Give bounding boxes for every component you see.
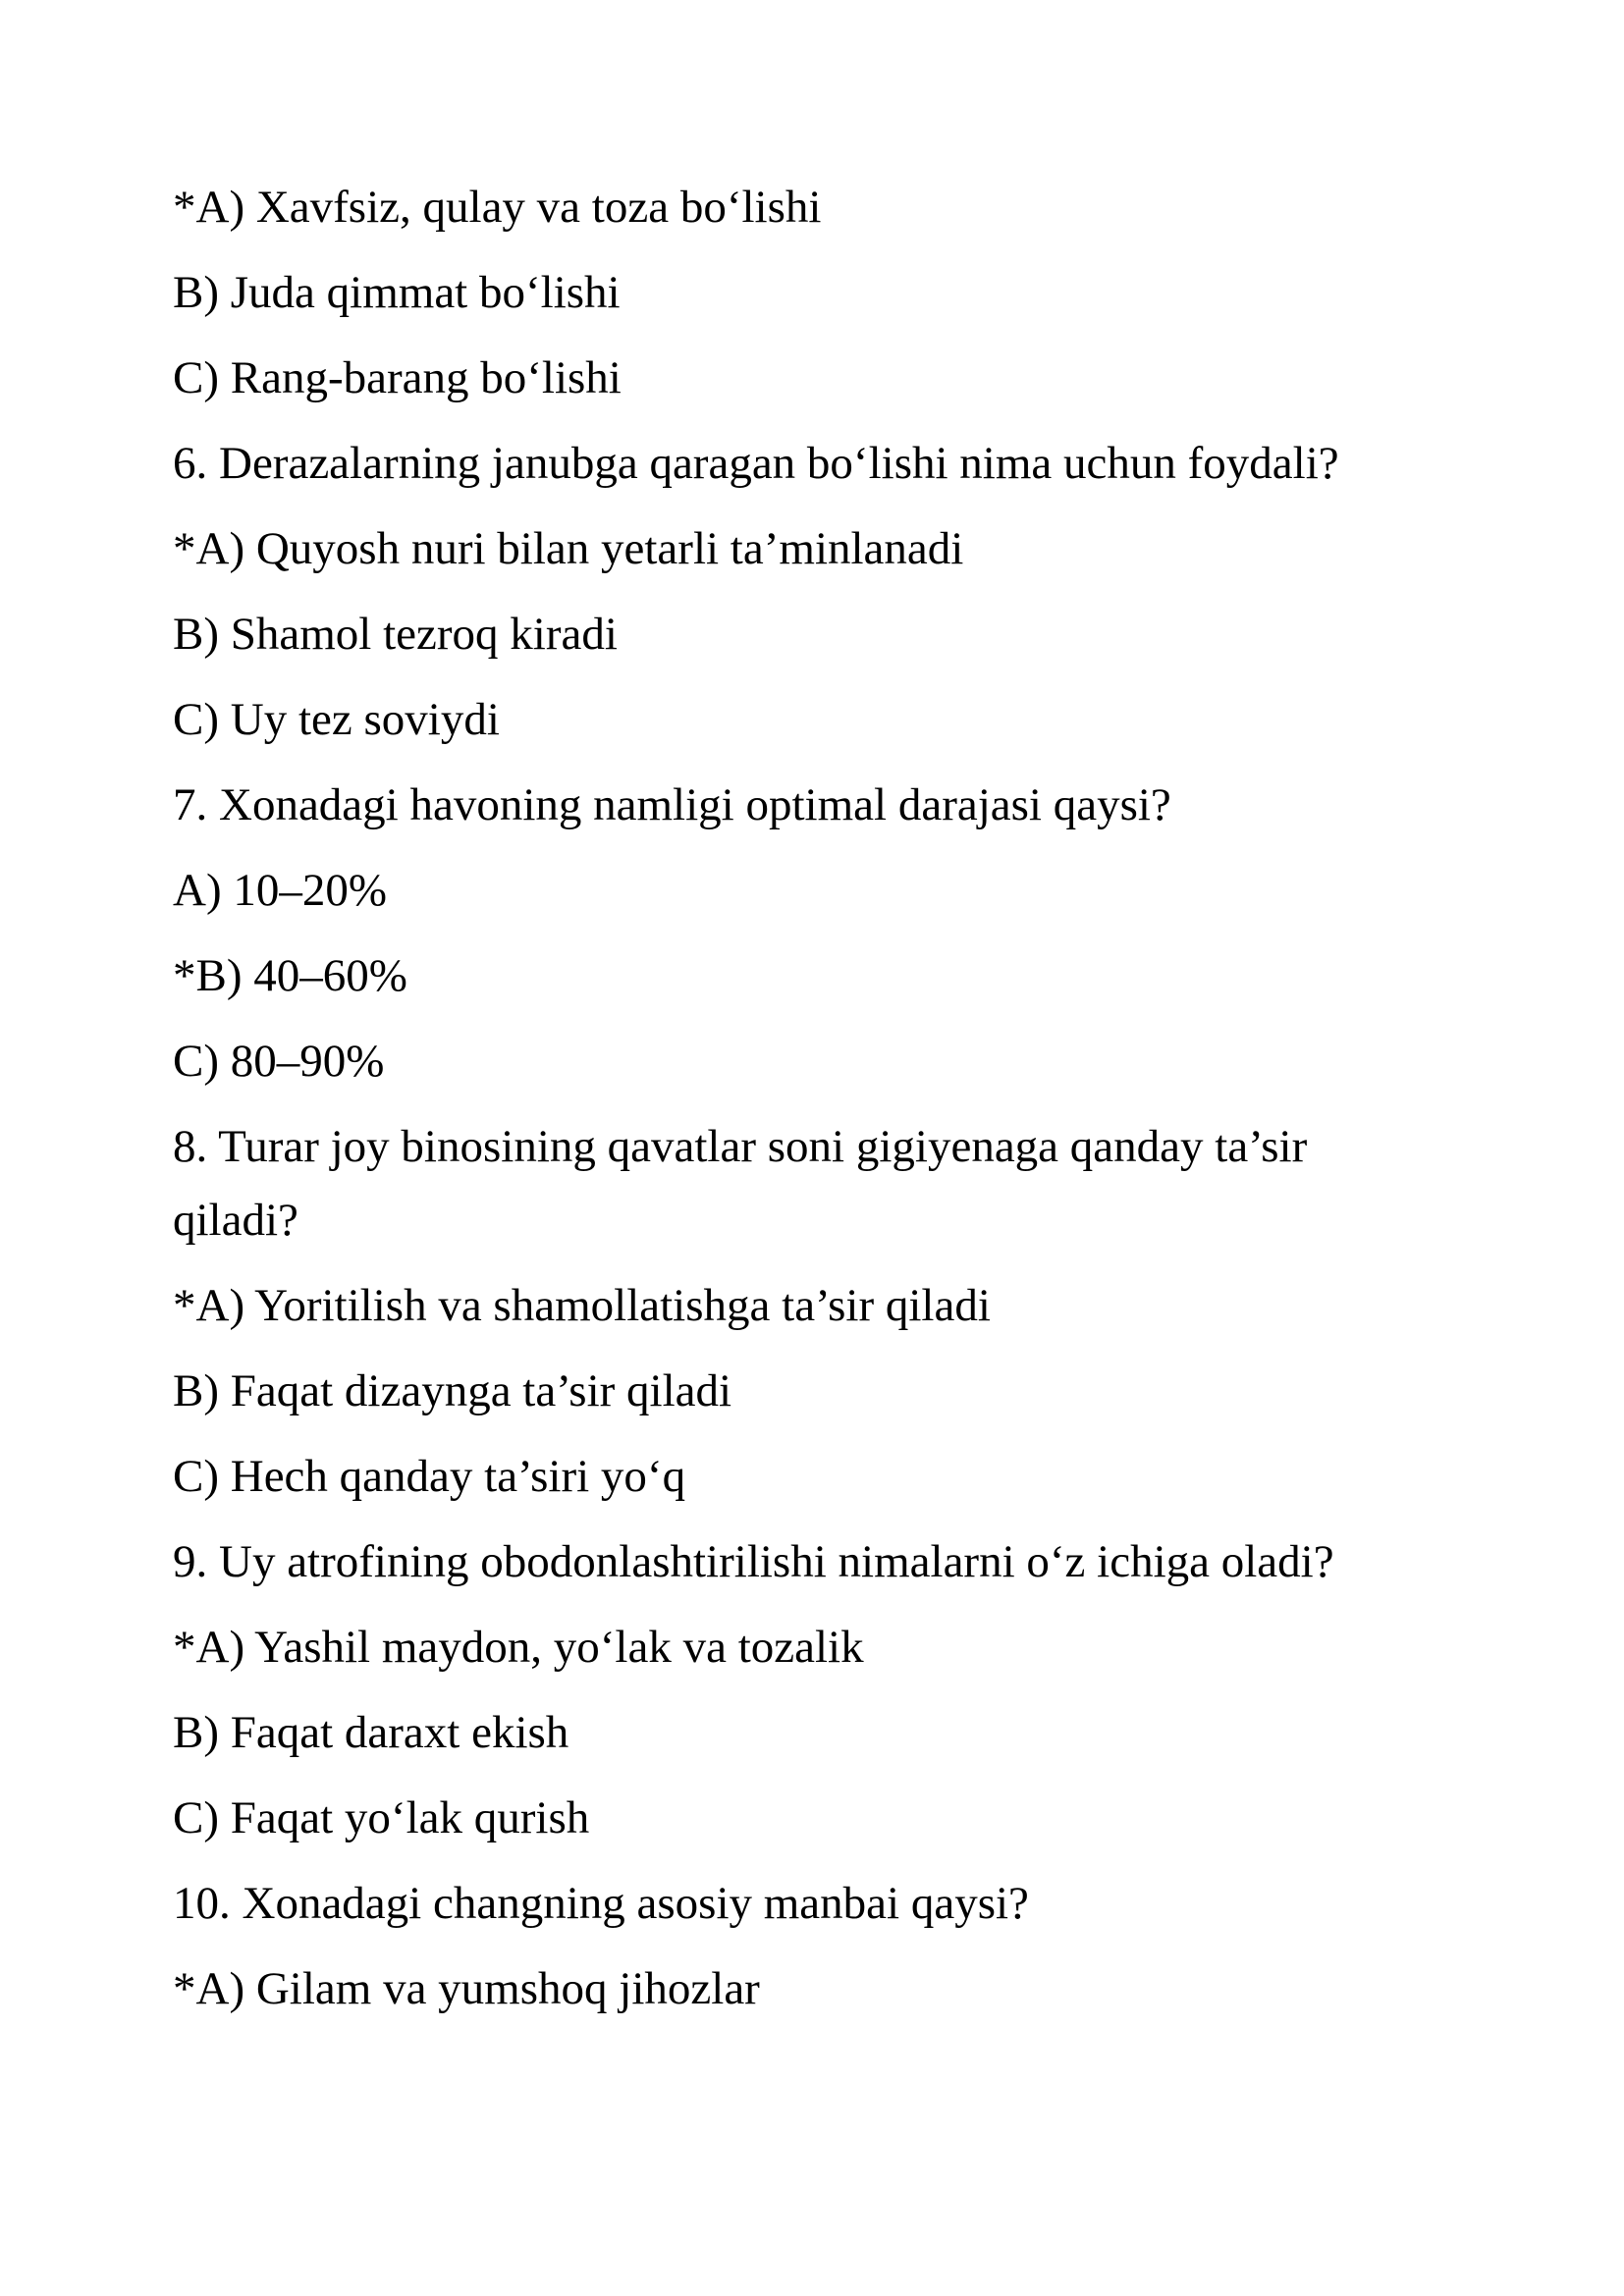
option-a: *A) Yoritilish va shamollatishga ta’sir qiladi [173, 1280, 991, 1331]
option-c: C) Uy tez soviydi [173, 694, 500, 745]
question-text: 8. Turar joy binosining qavatlar soni gigiyenaga qanday ta’sir qiladi? [173, 1121, 1308, 1246]
option-b: B) Faqat daraxt ekish [173, 1707, 569, 1758]
option-a: A) 10–20% [173, 865, 387, 916]
question-text: 6. Derazalarning janubga qaragan bo‘lishi nima uchun foydali? [173, 438, 1339, 489]
option-b: B) Shamol tezroq kiradi [173, 609, 618, 660]
option-a: *A) Quyosh nuri bilan yetarli ta’minlanadi [173, 523, 964, 574]
option-b: *B) 40–60% [173, 950, 407, 1001]
document-page [173, 171, 1469, 2038]
option-a: *A) Xavfsiz, qulay va toza bo‘lishi [173, 182, 822, 233]
option-c: C) Hech qanday ta’siri yo‘q [173, 1451, 686, 1502]
option-b: B) Juda qimmat bo‘lishi [173, 267, 621, 318]
option-c: C) Rang-barang bo‘lishi [173, 352, 622, 403]
question-block-7 [173, 769, 1469, 1098]
option-a: *A) Gilam va yumshoq jihozlar [173, 1963, 760, 2014]
question-block-9 [173, 1525, 1469, 1855]
question-text: 9. Uy atrofining obodonlashtirilishi nimalarni o‘z ichiga oladi? [173, 1536, 1334, 1587]
option-b: B) Faqat dizaynga ta’sir qiladi [173, 1365, 732, 1416]
option-c: C) Faqat yo‘lak qurish [173, 1792, 590, 1843]
question-block-6 [173, 427, 1469, 757]
question-block-5-continuation [173, 171, 1469, 415]
option-a: *A) Yashil maydon, yo‘lak va tozalik [173, 1622, 864, 1673]
question-block-10 [173, 1867, 1469, 2026]
question-text: 7. Xonadagi havoning namligi optimal darajasi qaysi? [173, 779, 1171, 830]
question-block-8 [173, 1110, 1469, 1514]
option-c: C) 80–90% [173, 1036, 385, 1087]
question-text: 10. Xonadagi changning asosiy manbai qaysi? [173, 1878, 1029, 1929]
